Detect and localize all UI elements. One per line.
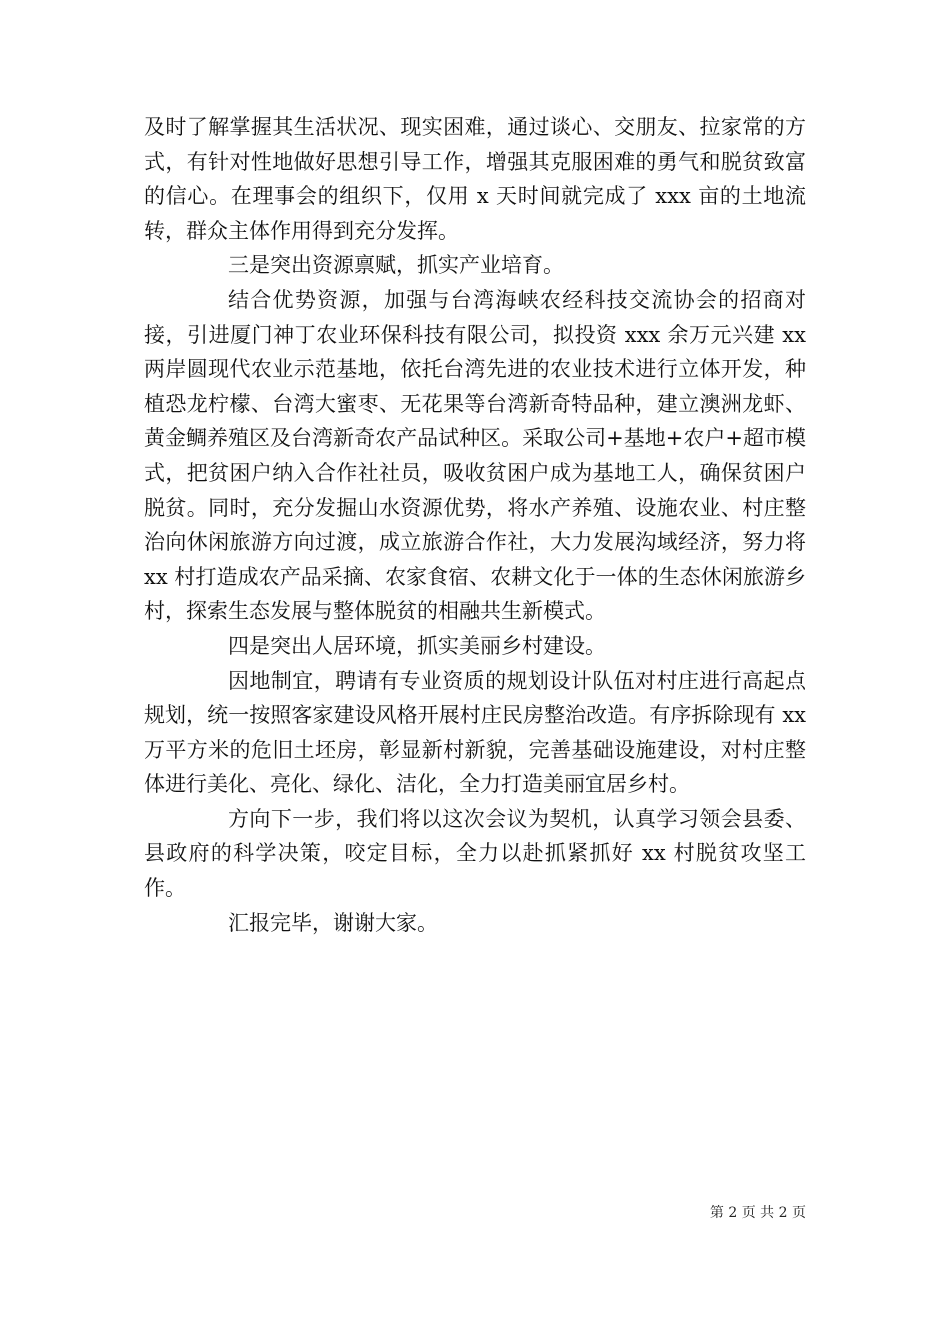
paragraph-continuation: 及时了解掌握其生活状况、现实困难，通过谈心、交朋友、拉家常的方式，有针对性地做好思想引导工作，增强其克服困难的勇气和脱贫致富的信心。在理事会的组织下，仅用 x 天时间就完成了 xxx 亩的土地流转，群众主体作用得到充分发挥。 [144, 115, 806, 243]
document-body [144, 110, 806, 940]
paragraph-closing: 汇报完毕，谢谢大家。 [228, 910, 438, 935]
paragraph-next-step: 方向下一步，我们将以这次会议为契机，认真学习领会县委、县政府的科学决策，咬定目标，全力以赴抓紧抓好 xx 村脱贫攻坚工作。 [144, 806, 806, 901]
section-heading-three: 三是突出资源禀赋，抓实产业培育。 [228, 253, 564, 278]
section-heading-four: 四是突出人居环境，抓实美丽乡村建设。 [228, 633, 606, 658]
paragraph-environment: 因地制宜，聘请有专业资质的规划设计队伍对村庄进行高起点规划，统一按照客家建设风格开展村庄民房整治改造。有序拆除现有 xx 万平方米的危旧土坯房，彰显新村新貌，完善基础设施建设，对村庄整体进行美化、亮化、绿化、洁化，全力打造美丽宜居乡村。 [144, 668, 806, 797]
paragraph-industry: 结合优势资源，加强与台湾海峡农经科技交流协会的招商对接，引进厦门神丁农业环保科技有限公司，拟投资 xxx 余万元兴建 xx 两岸圆现代农业示范基地，依托台湾先进的农业技术进行立体开发，种植恐龙柠檬、台湾大蜜枣、无花果等台湾新奇特品种，建立澳洲龙虾、黄金鲷养殖区及台湾新奇农产品试种区。采取公司+基地+农户+超市模式，把贫困户纳入合作社社员，吸收贫困户成为基地工人，确保贫困户脱贫。同时，充分发掘山水资源优势，将水产养殖、设施农业、村庄整治向休闲旅游方向过渡，成立旅游合作社，大力发展沟域经济，努力将 xx 村打造成农产品采摘、农家食宿、农耕文化于一体的生态休闲旅游乡村，探索生态发展与整体脱贫的相融共生新模式。 [144, 287, 806, 624]
page-number: 第 2 页 共 2 页 [709, 1205, 806, 1221]
